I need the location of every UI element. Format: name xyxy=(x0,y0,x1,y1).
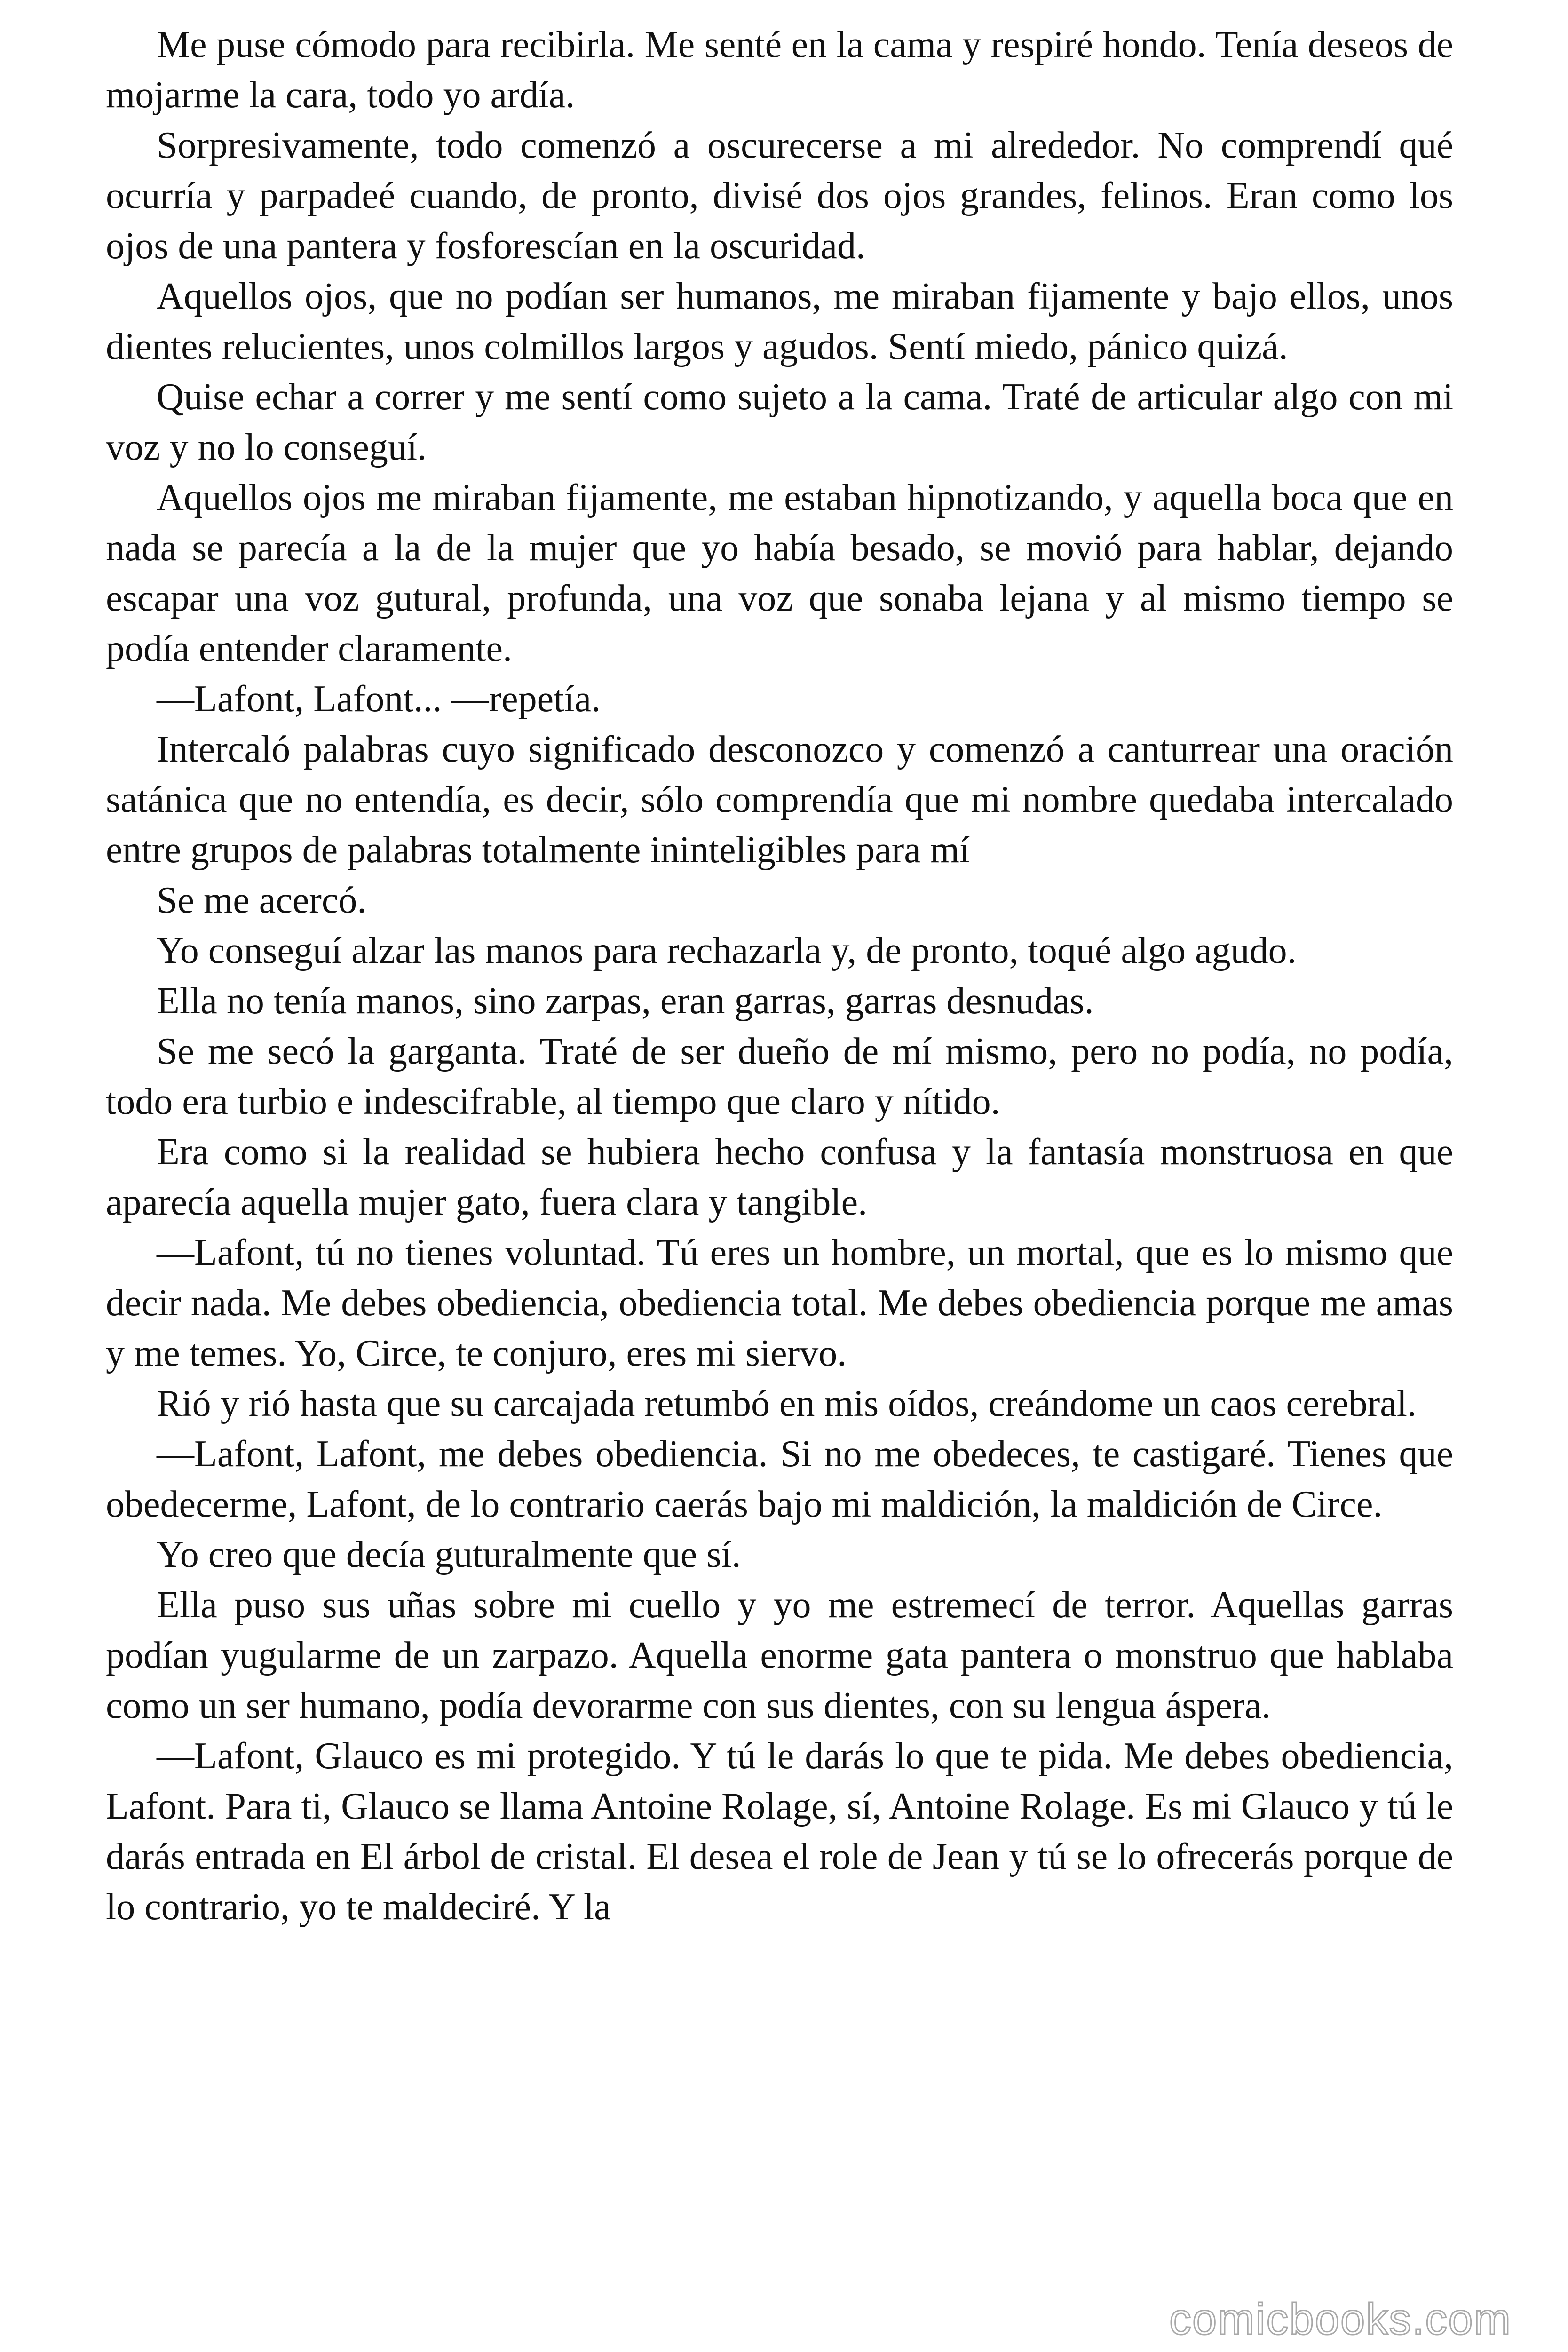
document-page xyxy=(106,20,1453,1932)
watermark: comicbooks.com xyxy=(1169,2294,1512,2344)
paragraph: Ella no tenía manos, sino zarpas, eran garras, garras desnudas. xyxy=(157,980,1094,1022)
dialogue-paragraph: —Lafont, Lafont, me debes obediencia. Si no me obedeces, te castigaré. Tienes que obedecerme, Lafont, de lo contrario caerás bajo mi maldición, la maldición de Circe. xyxy=(106,1433,1453,1525)
paragraph: Aquellos ojos, que no podían ser humanos, me miraban fijamente y bajo ellos, unos dientes relucientes, unos colmillos largos y agudos. Sentí miedo, pánico quizá. xyxy=(106,276,1453,367)
paragraph: Era como si la realidad se hubiera hecho confusa y la fantasía monstruosa en que aparecía aquella mujer gato, fuera clara y tangible. xyxy=(106,1131,1453,1223)
dialogue-paragraph: —Lafont, tú no tienes voluntad. Tú eres un hombre, un mortal, que es lo mismo que decir nada. Me debes obediencia, obediencia total. Me debes obediencia porque me amas y me temes. Yo, Circe, te conjuro, eres mi siervo. xyxy=(106,1232,1453,1374)
paragraph: Intercaló palabras cuyo significado desconozco y comenzó a canturrear una oración satánica que no entendía, es decir, sólo comprendía que mi nombre quedaba intercalado entre grupos de palabras totalmente ininteligibles para mí xyxy=(106,729,1453,871)
paragraph: Se me secó la garganta. Traté de ser dueño de mí mismo, pero no podía, no podía, todo era turbio e indescifrable, al tiempo que claro y nítido. xyxy=(106,1031,1453,1122)
paragraph: Se me acercó. xyxy=(157,880,367,921)
paragraph: Ella puso sus uñas sobre mi cuello y yo me estremecí de terror. Aquellas garras podían yugularme de un zarpazo. Aquella enorme gata pantera o monstruo que hablaba como un ser humano, podía devorarme con sus dientes, con su lengua áspera. xyxy=(106,1584,1453,1726)
paragraph: Rió y rió hasta que su carcajada retumbó en mis oídos, creándome un caos cerebral. xyxy=(157,1383,1417,1424)
paragraph: Quise echar a correr y me sentí como sujeto a la cama. Traté de articular algo con mi voz y no lo conseguí. xyxy=(106,376,1453,468)
paragraph: Aquellos ojos me miraban fijamente, me estaban hipnotizando, y aquella boca que en nada se parecía a la de la mujer que yo había besado, se movió para hablar, dejando escapar una voz gutural, profunda, una voz que sonaba lejana y al mismo tiempo se podía entender claramente. xyxy=(106,477,1453,669)
dialogue-paragraph: —Lafont, Glauco es mi protegido. Y tú le darás lo que te pida. Me debes obediencia, Lafont. Para ti, Glauco se llama Antoine Rolage, sí, Antoine Rolage. Es mi Glauco y tú le darás entrada en El árbol de cristal. El desea el role de Jean y tú se lo ofrecerás porque de lo contrario, yo te maldeciré. Y la xyxy=(106,1735,1453,1928)
paragraph: Sorpresivamente, todo comenzó a oscurecerse a mi alrededor. No comprendí qué ocurría y parpadeé cuando, de pronto, divisé dos ojos grandes, felinos. Eran como los ojos de una pantera y fosforescían en la oscuridad. xyxy=(106,125,1453,267)
paragraph: Yo creo que decía guturalmente que sí. xyxy=(157,1534,741,1575)
dialogue-paragraph: —Lafont, Lafont... —repetía. xyxy=(157,678,601,720)
paragraph: Yo conseguí alzar las manos para rechazarla y, de pronto, toqué algo agudo. xyxy=(157,930,1297,971)
paragraph: Me puse cómodo para recibirla. Me senté en la cama y respiré hondo. Tenía deseos de mojarme la cara, todo yo ardía. xyxy=(106,24,1453,116)
